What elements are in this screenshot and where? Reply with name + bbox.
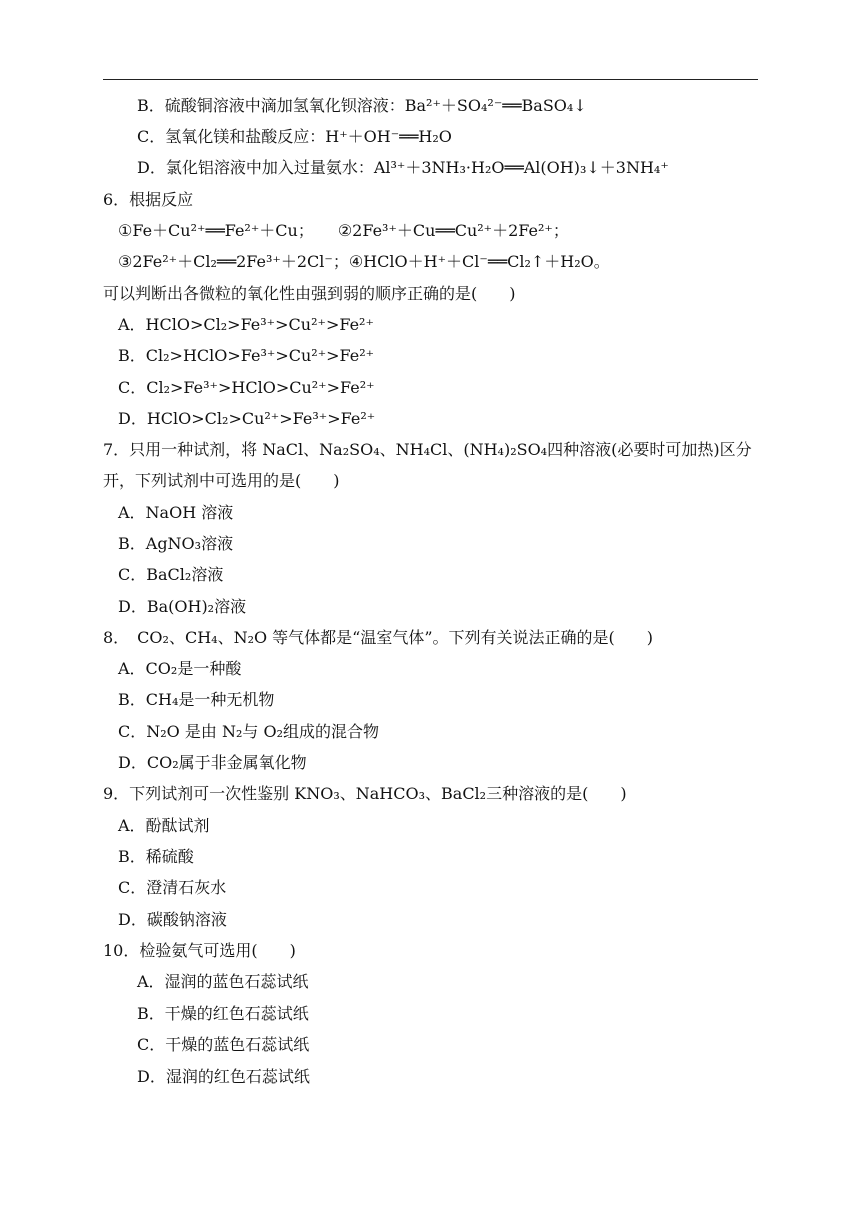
option-7d: D．Ba(OH)₂溶液: [118, 597, 247, 616]
option-10a: A．湿润的蓝色石蕊试纸: [137, 972, 309, 991]
option-5d: D．氯化铝溶液中加入过量氨水：Al³⁺＋3NH₃·H₂O══Al(OH)₃↓＋3NH₄⁺: [137, 158, 669, 177]
option-9a: A．酚酞试剂: [118, 816, 210, 835]
reaction-3-4: ③2Fe²⁺＋Cl₂══2Fe³⁺＋2Cl⁻；④HClO＋H⁺＋Cl⁻══Cl₂↑＋H₂O。: [118, 252, 610, 271]
option-8a: A．CO₂是一种酸: [118, 659, 242, 678]
option-7b: B．AgNO₃溶液: [118, 534, 234, 553]
option-10b: B．干燥的红色石蕊试纸: [137, 1004, 309, 1023]
question-9-stem: 9．下列试剂可一次性鉴别 KNO₃、NaHCO₃、BaCl₂三种溶液的是( ): [103, 784, 627, 803]
option-8c: C．N₂O 是由 N₂与 O₂组成的混合物: [118, 722, 379, 741]
option-10c: C．干燥的蓝色石蕊试纸: [137, 1035, 310, 1054]
option-9c: C．澄清石灰水: [118, 878, 227, 897]
option-5b: B．硫酸铜溶液中滴加氢氧化钡溶液：Ba²⁺＋SO₄²⁻══BaSO₄↓: [137, 96, 587, 115]
question-7-stem-cont: 开，下列试剂中可选用的是( ): [103, 471, 340, 490]
option-7c: C．BaCl₂溶液: [118, 565, 224, 584]
reaction-1-2: ①Fe＋Cu²⁺══Fe²⁺＋Cu； ②2Fe³⁺＋Cu══Cu²⁺＋2Fe²⁺；: [118, 221, 569, 240]
option-5c: C．氢氧化镁和盐酸反应：H⁺＋OH⁻══H₂O: [137, 127, 452, 146]
option-6c: C．Cl₂>Fe³⁺>HClO>Cu²⁺>Fe²⁺: [118, 378, 375, 397]
question-8-stem: 8． CO₂、CH₄、N₂O 等气体都是“温室气体”。下列有关说法正确的是( ): [103, 628, 654, 647]
option-10d: D．湿润的红色石蕊试纸: [137, 1067, 310, 1086]
option-7a: A．NaOH 溶液: [118, 503, 234, 522]
option-6a: A．HClO>Cl₂>Fe³⁺>Cu²⁺>Fe²⁺: [118, 315, 374, 334]
option-9b: B．稀硫酸: [118, 847, 194, 866]
option-8d: D．CO₂属于非金属氧化物: [118, 753, 307, 772]
option-6d: D．HClO>Cl₂>Cu²⁺>Fe³⁺>Fe²⁺: [118, 409, 376, 428]
option-8b: B．CH₄是一种无机物: [118, 690, 275, 709]
option-6b: B．Cl₂>HClO>Fe³⁺>Cu²⁺>Fe²⁺: [118, 346, 375, 365]
option-9d: D．碳酸钠溶液: [118, 910, 227, 929]
question-7-stem: 7．只用一种试剂，将 NaCl、Na₂SO₄、NH₄Cl、(NH₄)₂SO₄四种溶液(必要时可加热)区分: [103, 440, 752, 459]
header-rule: [103, 79, 758, 80]
question-6-prompt: 可以判断出各微粒的氧化性由强到弱的顺序正确的是( ): [103, 284, 516, 303]
question-10-stem: 10．检验氨气可选用( ): [103, 941, 296, 960]
question-6-stem: 6．根据反应: [103, 190, 194, 209]
